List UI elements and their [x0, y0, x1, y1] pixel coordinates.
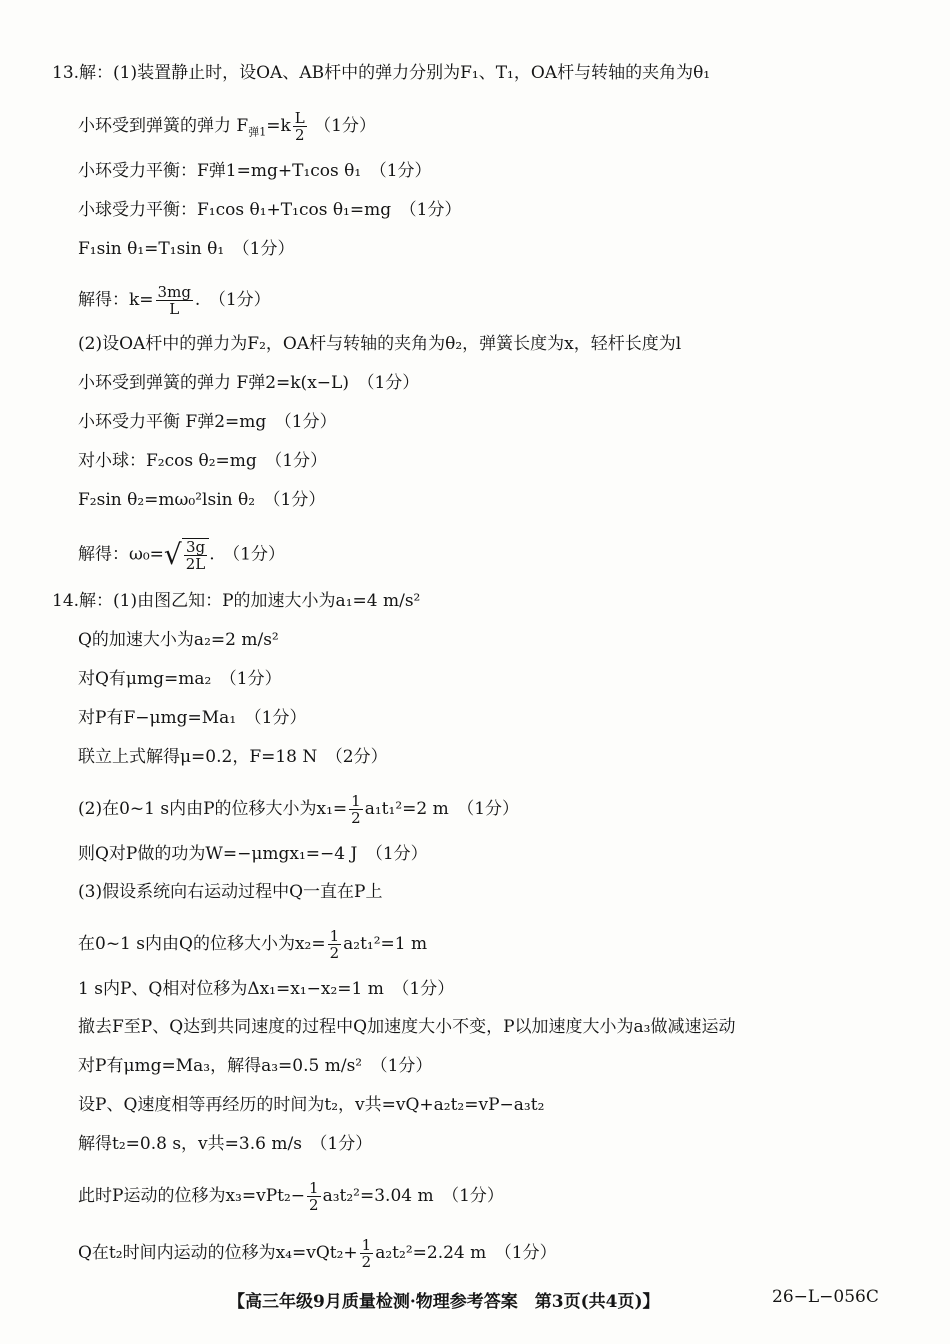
q14-part3-line-1-suffix: a₂t₁²=1 m	[343, 934, 428, 954]
q14-part3-line-8	[78, 1237, 557, 1270]
q14-line-2: 对Q有μmg=ma₂ （1分）	[78, 669, 282, 689]
frac-denominator: 2	[351, 809, 361, 827]
frac-denominator: 2	[309, 1196, 319, 1214]
q13-part2-line-3: 对小球：F₂cos θ₂=mg （1分）	[78, 451, 328, 471]
q13-part2-line-2: 小环受力平衡 F弹2=mg （1分）	[78, 412, 337, 432]
frac-numerator: 1	[309, 1179, 319, 1197]
q14-part3-line-1	[78, 928, 427, 961]
frac-numerator: 1	[329, 927, 340, 945]
q13-part2-line-5-suffix: . （1分）	[209, 544, 286, 565]
q14-part3-line-1-prefix: 在0~1 s内由Q的位移大小为x₂=	[78, 934, 326, 954]
frac-denominator: 2	[329, 944, 340, 962]
q13-line-1-sub: 弹1	[248, 125, 267, 139]
frac-denominator: 2	[361, 1253, 372, 1271]
q13-part2-line-4: F₂sin θ₂=mω₀²lsin θ₂ （1分）	[78, 490, 326, 510]
q14-part3-line-3: 撤去F至P、Q达到共同速度的过程中Q加速度大小不变，P以加速度大小为a₃做减速运动	[78, 1017, 736, 1037]
q13-line-2: 小环受力平衡：F弹1=mg+T₁cos θ₁ （1分）	[78, 161, 432, 181]
q14-line-3: 对P有F−μmg=Ma₁ （1分）	[78, 708, 307, 728]
page-footer: 【高三年级9月质量检测·物理参考答案 第3页(共4页)】	[228, 1292, 660, 1312]
q13-title: 13.解：(1)装置静止时，设OA、AB杆中的弹力分别为F₁、T₁，OA杆与转轴的夹角为θ₁	[52, 63, 711, 83]
q14-part2-frac	[349, 793, 363, 826]
q13-part2-line-5-prefix: 解得：ω₀=	[78, 544, 164, 565]
q14-part3-line-4: 对P有μmg=Ma₃，解得a₃=0.5 m/s² （1分）	[78, 1056, 433, 1076]
frac-denominator: 2L	[185, 555, 206, 573]
q13-part2-title: (2)设OA杆中的弹力为F₂，OA杆与转轴的夹角为θ₂，弹簧长度为x，轻杆长度为l	[78, 334, 682, 354]
frac-denominator: L	[169, 300, 180, 318]
q14-part3-line-7-prefix: 此时P运动的位移为x₃=vPt₂−	[78, 1186, 306, 1206]
q13-line-1-frac	[293, 110, 307, 143]
q14-part2-suffix: a₁t₁²=2 m （1分）	[364, 799, 520, 819]
q14-part3-line-5: 设P、Q速度相等再经历的时间为t₂，v共=vQ+a₂t₂=vP−a₃t₂	[78, 1095, 545, 1115]
frac-denominator: 2	[294, 126, 305, 144]
q14-part3-line-8-prefix: Q在t₂时间内运动的位移为x₄=vQt₂+	[78, 1243, 358, 1263]
frac-numerator: 1	[351, 792, 361, 810]
frac-numerator: 1	[361, 1236, 372, 1254]
q13-line-1-prefix: 小环受到弹簧的弹力 F	[78, 116, 249, 136]
sqrt-sign: √ $\frac{3g}{2L}$	[164, 538, 209, 572]
q14-part2-line-2: 则Q对P做的功为W=−μmgx₁=−4 J （1分）	[78, 844, 428, 864]
q13-line-5-prefix: 解得：k=	[78, 290, 154, 310]
q14-part3-title: (3)假设系统向右运动过程中Q一直在P上	[78, 882, 383, 902]
q13-line-1-score: （1分）	[314, 116, 376, 136]
q13-part2-line-5-frac	[184, 539, 208, 572]
q14-part2-prefix: (2)在0~1 s内由P的位移大小为x₁=	[78, 799, 348, 819]
q14-part3-line-8-suffix: a₂t₂²=2.24 m （1分）	[375, 1243, 557, 1263]
q14-part3-line-7	[78, 1180, 504, 1213]
q13-line-4: F₁sin θ₁=T₁sin θ₁ （1分）	[78, 239, 295, 259]
q14-title: 14.解：(1)由图乙知：P的加速大小为a₁=4 m/s²	[52, 591, 421, 611]
q13-line-5-frac	[156, 284, 193, 317]
q14-part3-line-7-frac	[307, 1180, 321, 1213]
q14-part3-line-1-frac	[328, 928, 342, 961]
q13-part2-line-5	[78, 538, 285, 572]
q14-line-1: Q的加速大小为a₂=2 m/s²	[78, 630, 279, 650]
q14-part3-line-6: 解得t₂=0.8 s，v共=3.6 m/s （1分）	[78, 1134, 373, 1154]
frac-numerator: L	[294, 109, 305, 127]
q13-line-1-eq: =k	[266, 116, 291, 136]
frac-numerator: 3g	[184, 539, 208, 556]
q13-line-5-suffix: . （1分）	[194, 290, 271, 310]
q14-part3-line-8-frac	[360, 1237, 374, 1270]
q13-line-5	[78, 284, 271, 317]
document-code: 26−L−056C	[772, 1287, 879, 1307]
q13-line-3: 小球受力平衡：F₁cos θ₁+T₁cos θ₁=mg （1分）	[78, 200, 462, 220]
frac-numerator: 3mg	[157, 283, 191, 301]
q14-part3-line-2: 1 s内P、Q相对位移为Δx₁=x₁−x₂=1 m （1分）	[78, 979, 455, 999]
q14-line-4: 联立上式解得μ=0.2，F=18 N （2分）	[78, 747, 388, 767]
q13-line-1	[78, 110, 376, 143]
q13-part2-line-1: 小环受到弹簧的弹力 F弹2=k(x−L) （1分）	[78, 373, 420, 393]
q14-part2-line-1	[78, 793, 519, 826]
q14-part3-line-7-suffix: a₃t₂²=3.04 m （1分）	[322, 1186, 504, 1206]
